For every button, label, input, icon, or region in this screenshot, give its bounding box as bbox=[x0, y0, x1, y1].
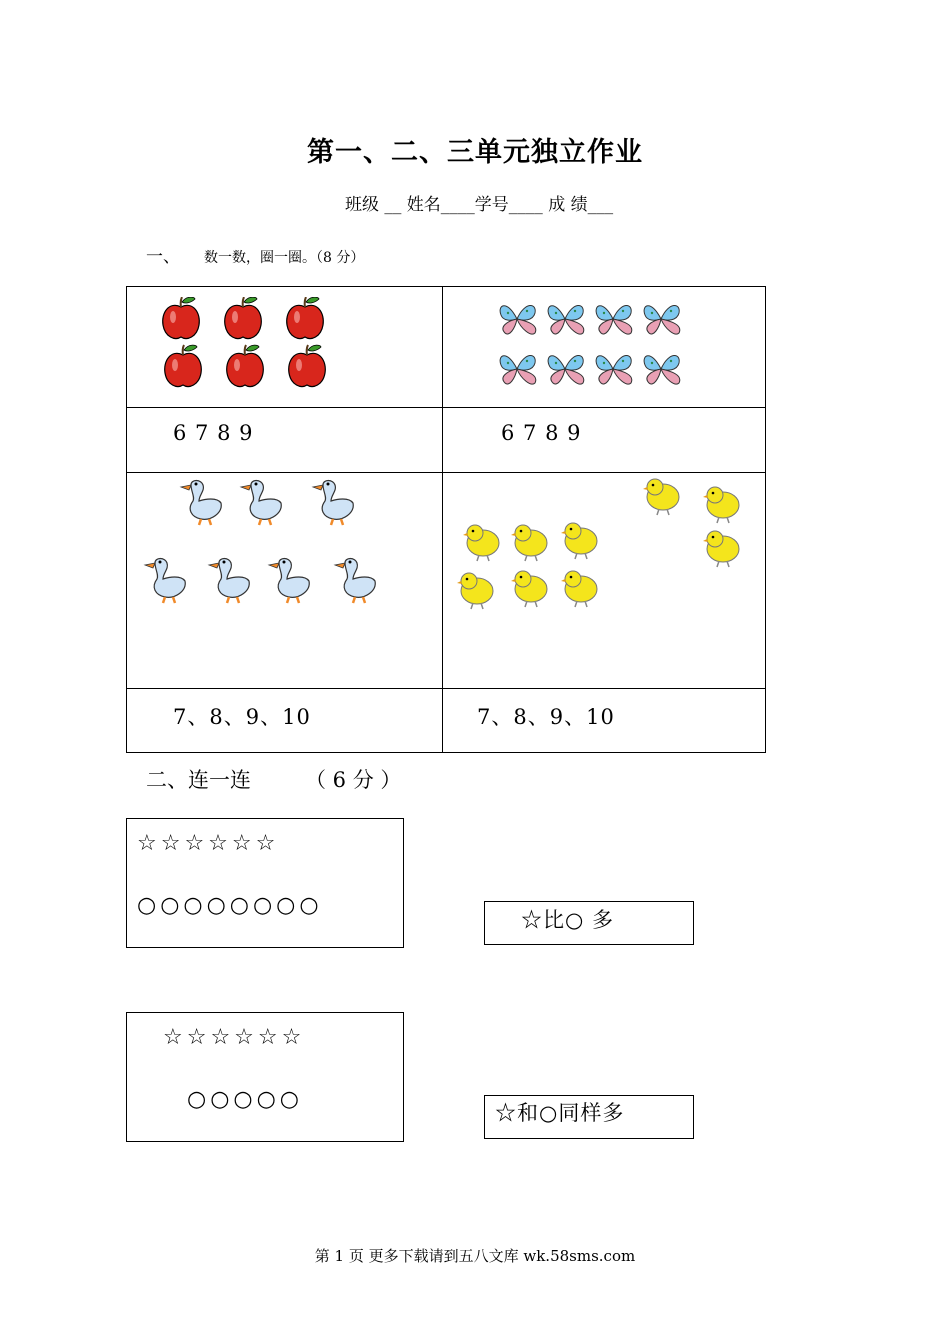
shape-group-box-1[interactable] bbox=[126, 818, 404, 948]
chick-icon bbox=[511, 525, 547, 561]
counting-table bbox=[126, 286, 766, 753]
chick-icon bbox=[643, 479, 679, 515]
duck-icon bbox=[209, 559, 249, 604]
page-footer: 第 1 页 更多下载请到五八文库 wk.58sms.com bbox=[314, 1247, 636, 1265]
chick-icon bbox=[703, 531, 739, 567]
butterfly-icon bbox=[500, 305, 536, 334]
chick-group bbox=[457, 475, 757, 615]
apple-icon bbox=[225, 297, 262, 339]
count-options-butterflies[interactable]: 6 7 8 9 bbox=[501, 421, 582, 445]
duck-icon bbox=[181, 481, 221, 526]
stars-row: ☆☆☆☆☆☆ bbox=[137, 831, 280, 856]
chick-icon bbox=[703, 487, 739, 523]
duck-icon bbox=[241, 481, 281, 526]
apple-icon bbox=[163, 297, 200, 339]
duck-icon bbox=[335, 559, 375, 604]
count-options-apples[interactable]: 6 7 8 9 bbox=[173, 421, 254, 445]
butterfly-icon bbox=[500, 355, 536, 384]
butterfly-icon bbox=[548, 305, 584, 334]
table-divider bbox=[127, 407, 765, 408]
count-options-chicks[interactable]: 7、8、9、10 bbox=[477, 705, 615, 729]
stars-row: ☆☆☆☆☆☆ bbox=[163, 1025, 306, 1050]
butterfly-icon bbox=[644, 305, 680, 334]
chick-icon bbox=[561, 571, 597, 607]
answer-more-label: ☆比○ 多 bbox=[521, 908, 614, 932]
duck-icon bbox=[145, 559, 185, 604]
butterfly-icon bbox=[644, 355, 680, 384]
count-options-ducks[interactable]: 7、8、9、10 bbox=[173, 705, 311, 729]
table-divider bbox=[442, 287, 443, 752]
section1-instruction: 数一数，圈一圈。（8 分） bbox=[204, 250, 365, 266]
butterfly-icon bbox=[596, 305, 632, 334]
apple-icon bbox=[227, 345, 264, 387]
table-divider bbox=[127, 472, 765, 473]
duck-icon bbox=[313, 481, 353, 526]
student-info-line: 班级 __ 姓名____学号____ 成 绩___ bbox=[345, 195, 614, 215]
chick-icon bbox=[457, 573, 493, 609]
duck-group bbox=[143, 477, 393, 627]
apple-group bbox=[161, 297, 341, 397]
shape-group-box-2[interactable] bbox=[126, 1012, 404, 1142]
section2-heading bbox=[146, 764, 401, 794]
apple-icon bbox=[165, 345, 202, 387]
section1-heading bbox=[146, 242, 364, 267]
chick-icon bbox=[463, 525, 499, 561]
apple-icon bbox=[289, 345, 326, 387]
page-title: 第一、二、三单元独立作业 bbox=[307, 137, 643, 168]
answer-equal-label: ☆和○同样多 bbox=[495, 1101, 625, 1125]
table-divider bbox=[127, 688, 765, 689]
apple-icon bbox=[287, 297, 324, 339]
chick-icon bbox=[511, 571, 547, 607]
answer-box-more[interactable] bbox=[484, 901, 694, 945]
circles-row: ○○○○○ bbox=[187, 1087, 303, 1112]
duck-icon bbox=[269, 559, 309, 604]
section2-score: （ 6 分 ） bbox=[305, 768, 402, 792]
butterfly-group bbox=[497, 299, 697, 393]
butterfly-icon bbox=[596, 355, 632, 384]
butterfly-icon bbox=[548, 355, 584, 384]
circles-row: ○○○○○○○○ bbox=[137, 893, 323, 918]
answer-box-equal[interactable] bbox=[484, 1095, 694, 1139]
chick-icon bbox=[561, 523, 597, 559]
section2-title: 二、连一连 bbox=[146, 768, 251, 792]
section1-number: 一、 bbox=[146, 247, 180, 267]
